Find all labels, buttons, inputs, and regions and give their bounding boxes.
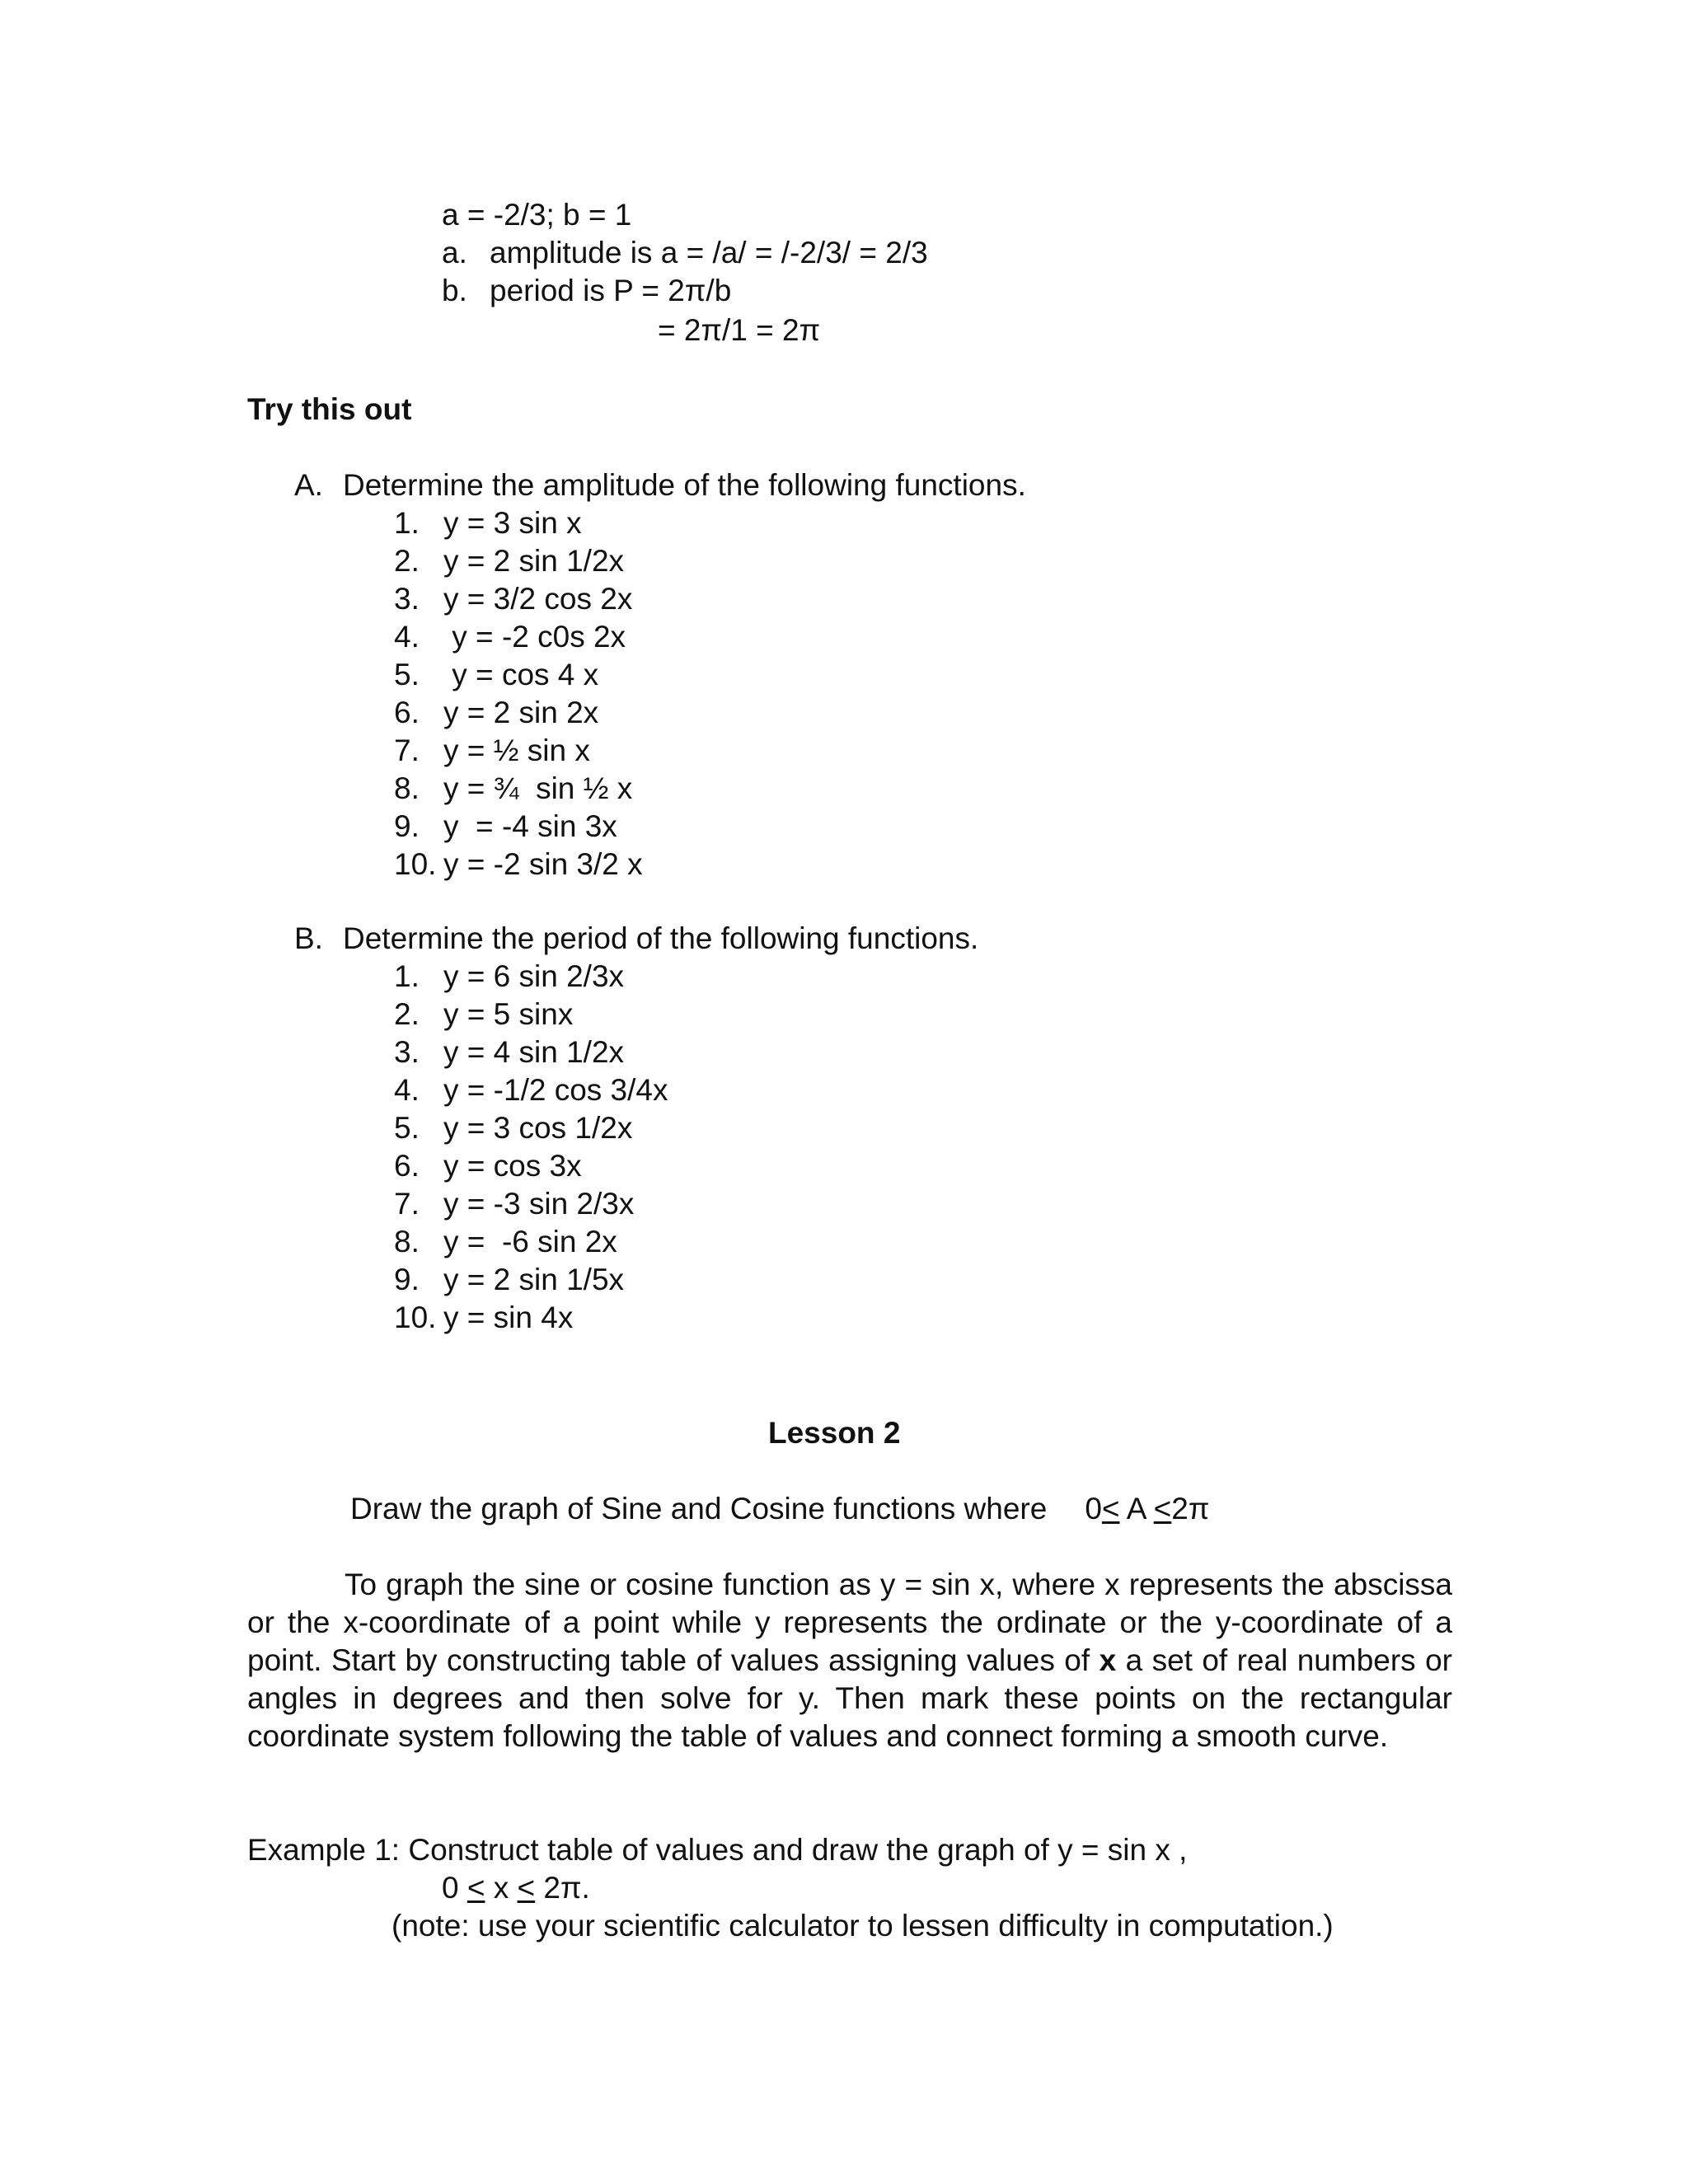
list-item — [394, 770, 632, 808]
graphing-paragraph — [247, 1566, 1452, 1755]
item-function: y = -6 sin 2x — [443, 1225, 617, 1258]
section-b-text: Determine the period of the following functions. — [343, 921, 979, 955]
item-number: 10. — [394, 847, 437, 881]
item-number: 4. — [394, 620, 420, 654]
list-item — [394, 846, 643, 883]
item-function: y = -2 sin 3/2 x — [443, 847, 643, 881]
item-function: y = cos 3x — [443, 1149, 582, 1183]
step-b-label: b. — [442, 274, 467, 307]
range-var: A — [1119, 1492, 1154, 1526]
item-function: y = -2 c0s 2x — [443, 620, 626, 654]
item-function: y = 3/2 cos 2x — [443, 582, 633, 616]
lesson-title: Lesson 2 — [768, 1416, 901, 1450]
example-leq-2: < — [517, 1871, 536, 1905]
item-number: 9. — [394, 809, 420, 843]
item-function: y = 4 sin 1/2x — [443, 1035, 625, 1069]
item-number: 4. — [394, 1073, 420, 1107]
list-item — [394, 1185, 634, 1223]
item-number: 6. — [394, 1149, 420, 1183]
list-item — [394, 542, 624, 580]
paragraph-bold-x: x — [1099, 1643, 1117, 1677]
list-item — [394, 1033, 624, 1071]
step-a-text: amplitude is a = /a/ = /-2/3/ = 2/3 — [490, 236, 928, 269]
step-b-text: period is P = 2π/b — [490, 274, 732, 307]
solution-step-b — [442, 272, 731, 310]
list-item — [394, 694, 598, 732]
range-leq-1: < — [1101, 1492, 1120, 1526]
item-function: y = 3 cos 1/2x — [443, 1111, 633, 1145]
example-note: (note: use your scientific calculator to lessen difficulty in computation.) — [392, 1909, 1334, 1943]
item-function: y = 2 sin 1/2x — [443, 544, 625, 578]
try-heading: Try this out — [247, 392, 412, 426]
paragraph-text-2: a set of real numbers or angles in degrees and then solve for y. Then mark these points on the rectangular coordinate system following the table of values and connect forming a smooth curve. — [247, 1643, 1452, 1753]
item-number: 9. — [394, 1263, 420, 1296]
list-item — [394, 1147, 582, 1185]
example-range — [442, 1869, 590, 1907]
item-function: y = -3 sin 2/3x — [443, 1187, 635, 1221]
list-item — [394, 1299, 573, 1337]
list-item — [394, 656, 598, 694]
section-a-text: Determine the amplitude of the following functions. — [343, 468, 1026, 502]
list-item — [394, 1261, 624, 1299]
example-line: Example 1: Construct table of values and draw the graph of y = sin x , — [247, 1833, 1188, 1867]
angle-range — [1085, 1492, 1209, 1526]
item-function: y = 2 sin 2x — [443, 696, 599, 729]
given-values: a = -2/3; b = 1 — [442, 198, 632, 232]
item-number: 7. — [394, 733, 420, 767]
step-a-label: a. — [442, 236, 467, 269]
item-function: y = sin 4x — [443, 1301, 574, 1334]
item-function: y = -4 sin 3x — [443, 809, 617, 843]
item-number: 5. — [394, 1111, 420, 1145]
item-number: 3. — [394, 1035, 420, 1069]
list-item — [394, 1071, 668, 1109]
section-a-instruction — [294, 466, 1026, 504]
item-function: y = ¾ sin ½ x — [443, 771, 633, 805]
item-number: 10. — [394, 1301, 437, 1334]
item-function: y = ½ sin x — [443, 733, 590, 767]
example-range-a: 0 — [442, 1871, 467, 1905]
list-item — [394, 1223, 617, 1261]
item-number: 7. — [394, 1187, 420, 1221]
item-number: 1. — [394, 506, 420, 540]
item-number: 3. — [394, 582, 420, 616]
list-item — [394, 732, 590, 770]
list-item — [394, 808, 617, 846]
item-number: 1. — [394, 959, 420, 993]
item-function: y = 6 sin 2/3x — [443, 959, 625, 993]
paragraph-text-1: To graph the sine or cosine function as y = sin x, where x represents the abscissa or the x-coordinate of a point while y represents the ordinate or the y-coordinate of a point. Start by constructing table of values assigning values of — [247, 1568, 1452, 1677]
list-item — [394, 504, 582, 542]
list-item — [394, 958, 624, 996]
item-number: 5. — [394, 658, 420, 691]
range-leq-2: < — [1153, 1492, 1172, 1526]
solution-step-a — [442, 234, 928, 272]
item-function: y = cos 4 x — [443, 658, 599, 691]
list-item — [394, 618, 626, 656]
section-b-instruction — [294, 920, 978, 958]
item-function: y = 3 sin x — [443, 506, 582, 540]
example-leq-1: < — [467, 1871, 485, 1905]
list-item — [394, 580, 632, 618]
item-number: 8. — [394, 1225, 420, 1258]
item-number: 6. — [394, 696, 420, 729]
example-range-b: x — [485, 1871, 518, 1905]
lesson-draw-line — [350, 1490, 1209, 1528]
item-number: 2. — [394, 997, 420, 1031]
range-end: 2π — [1171, 1492, 1210, 1526]
section-a-label: A. — [294, 468, 323, 502]
draw-instruction: Draw the graph of Sine and Cosine functions where — [350, 1492, 1048, 1526]
step-b-continuation: = 2π/1 = 2π — [658, 313, 821, 347]
list-item — [394, 996, 573, 1033]
range-start: 0 — [1085, 1492, 1102, 1526]
item-function: y = 5 sinx — [443, 997, 574, 1031]
item-function: y = 2 sin 1/5x — [443, 1263, 625, 1296]
item-number: 2. — [394, 544, 420, 578]
list-item — [394, 1109, 632, 1147]
item-number: 8. — [394, 771, 420, 805]
item-function: y = -1/2 cos 3/4x — [443, 1073, 668, 1107]
example-range-c: 2π. — [535, 1871, 590, 1905]
section-b-label: B. — [294, 921, 323, 955]
